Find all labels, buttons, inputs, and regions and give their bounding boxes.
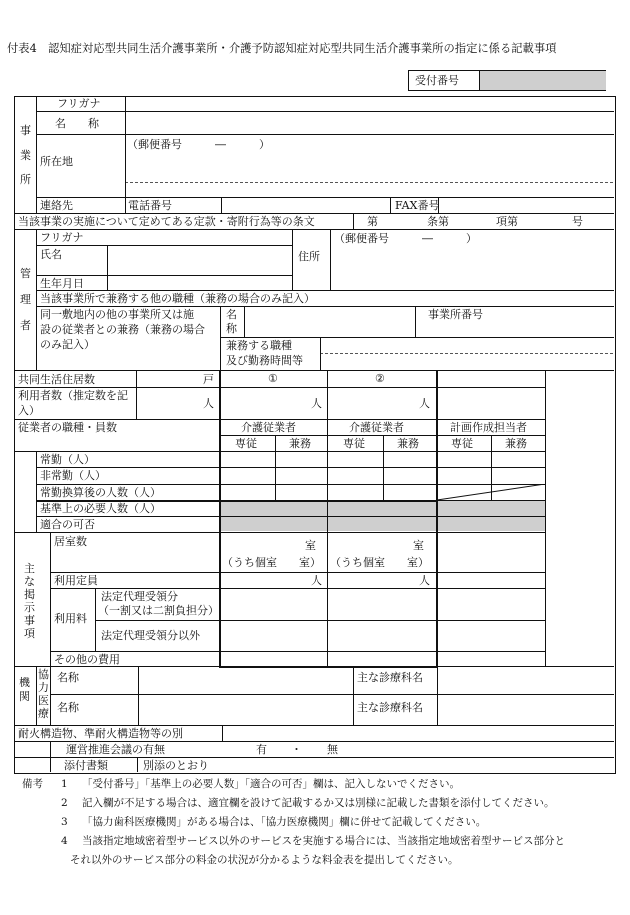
note-1-num: 1 [61, 778, 68, 790]
full-time-1: 専従 [235, 437, 257, 450]
other-office-line1: 同一敷地内の他の事業所又は施 [40, 308, 194, 321]
note-2-text: 記入欄が不足する場合は、適宜欄を設けて記載するか又は別様に記載した書類を添付してください。 [82, 797, 555, 809]
section-jigyosho-2: 業 [20, 149, 31, 162]
manager-postal: （郵便番号 ― ） [334, 232, 477, 245]
sho-label: 称 [226, 322, 237, 335]
attachment-label: 添付書類 [64, 759, 108, 772]
staff-row-fte: 常勤換算後の人数（人） [40, 486, 161, 499]
concurrent-2: 兼務 [397, 437, 419, 450]
article-dai: 第 [367, 215, 378, 228]
council-yes: 有 [256, 743, 267, 756]
fee-label: 利用料 [54, 612, 87, 625]
article-label: 当該事業の実施について定めてある定款・寄附行為等の条文 [18, 215, 315, 228]
coop-col1-1: 機 [19, 676, 30, 689]
capacity-label: 利用定員 [54, 574, 98, 587]
article-jo: 条第 [427, 215, 449, 228]
section-main-3: 掲 [24, 588, 35, 601]
office-number-label: 事業所番号 [428, 308, 483, 321]
fax-label: FAX番号 [395, 199, 440, 212]
users-label-1: 利用者数（推定数を記 [18, 389, 128, 402]
single-room-2: （うち個室 室） [330, 556, 429, 569]
section-main-4: 示 [24, 601, 35, 614]
manager-dob-label: 生年月日 [40, 277, 84, 290]
unit-2-box [327, 370, 437, 668]
fee-statutory-note: （一割又は二割負担分） [98, 604, 219, 617]
form-title: 付表4 認知症対応型共同生活介護事業所・介護予防認知症対応型共同生活介護事業所の指定に係る記載事項 [7, 42, 557, 55]
section-main-1: 主 [24, 562, 35, 575]
coop-name-label-2: 名称 [57, 701, 79, 714]
unit-2-label: ② [375, 372, 385, 385]
rooms-label: 居室数 [54, 535, 87, 548]
fire-structure-label: 耐火構造物、準耐火構造物等の別 [18, 727, 183, 740]
manager-furigana-label: フリガナ [40, 231, 84, 244]
article-go: 号 [572, 215, 583, 228]
coop-col2-3: 医 [38, 694, 49, 707]
users-label-2: 入） [18, 404, 40, 417]
section-main-2: な [24, 575, 35, 588]
other-fee-label: その他の費用 [54, 653, 120, 666]
role-label-1: 兼務する職種 [226, 339, 292, 352]
name-label: 名 称 [55, 117, 99, 130]
coop-name-label-1: 名称 [57, 671, 79, 684]
coop-col1-2: 関 [19, 690, 30, 703]
caregiver-header-1: 介護従業者 [241, 421, 296, 434]
residences-unit: 戸 [203, 373, 214, 386]
coop-col2-1: 協 [38, 668, 49, 681]
coop-dept-label-1: 主な診療科名 [357, 671, 423, 684]
role-label-2: 及び勤務時間等 [226, 354, 303, 367]
staff-row-compliance: 適合の可否 [40, 518, 95, 531]
furigana-label: フリガナ [57, 97, 101, 110]
section-kanrisha-1: 管 [20, 267, 31, 280]
coop-dept-label-2: 主な診療科名 [357, 701, 423, 714]
note-4-num: 4 [61, 835, 68, 847]
staff-row-parttime: 非常勤（人） [40, 469, 106, 482]
note-3-text: 「協力歯科医療機関」がある場合は、「協力医療機関」欄に併せて記載してください。 [82, 816, 487, 828]
fee-nonstatutory-label: 法定代理受領分以外 [101, 629, 200, 642]
full-time-2: 専従 [343, 437, 365, 450]
attachment-value: 別添のとおり [143, 759, 209, 772]
section-kanrisha-2: 理 [20, 293, 31, 306]
staff-label: 従業者の職種・員数 [18, 421, 117, 434]
single-room-1: （うち個室 室） [222, 556, 321, 569]
capacity-unit-2: 人 [419, 574, 430, 587]
council-no: 無 [327, 743, 338, 756]
section-jigyosho-3: 所 [20, 173, 31, 186]
caregiver-header-2: 介護従業者 [349, 421, 404, 434]
receipt-label: 受付番号 [415, 74, 459, 87]
unit-1-label: ① [268, 372, 278, 385]
unit-1-box [219, 370, 328, 668]
note-2-num: 2 [61, 797, 68, 809]
concurrent-duty-label: 当該事業所で兼務する他の職種（兼務の場合のみ記入） [40, 292, 315, 305]
note-4-text: 当該指定地域密着型サービス以外のサービスを実施する場合には、当該指定地域密着型サービス部分と [82, 835, 565, 847]
notes-label: 備考 [22, 778, 43, 790]
residences-label: 共同生活住居数 [18, 373, 95, 386]
contact-label: 連絡先 [40, 199, 73, 212]
coop-col2-2: 力 [38, 681, 49, 694]
manager-name-label: 氏名 [40, 248, 62, 261]
staff-row-fulltime: 常勤（人） [40, 453, 95, 466]
full-time-3: 専従 [451, 437, 473, 450]
concurrent-3: 兼務 [505, 437, 527, 450]
section-jigyosho-1: 事 [20, 124, 31, 137]
room-unit-2: 室 [413, 539, 424, 552]
mei-label: 名 [226, 308, 237, 321]
council-label: 運営推進会議の有無 [66, 743, 165, 756]
section-main-6: 項 [24, 627, 35, 640]
receipt-box [408, 70, 606, 91]
concurrent-1: 兼務 [289, 437, 311, 450]
coop-col2-4: 療 [38, 707, 49, 720]
section-main-5: 事 [24, 614, 35, 627]
other-office-line3: のみ記入） [40, 338, 95, 351]
manager-address-label: 住所 [298, 250, 320, 263]
users-unit: 人 [203, 397, 214, 410]
staff-row-required: 基準上の必要人数（人） [40, 502, 161, 515]
note-3-num: 3 [61, 816, 68, 828]
room-unit-1: 室 [305, 539, 316, 552]
planner-header: 計画作成担当者 [450, 421, 527, 434]
note-4-continuation: それ以外のサービス部分の料金の状況が分かるような料金表を提出してください。 [70, 854, 459, 866]
phone-label: 電話番号 [128, 199, 172, 212]
note-1-text: 「受付番号」「基準上の必要人数」「適合の可否」欄は、記入しないでください。 [82, 778, 460, 790]
section-kanrisha-3: 者 [20, 319, 31, 332]
other-office-line2: 設の従業者との兼務（兼務の場合 [40, 323, 205, 336]
council-dot: ・ [291, 743, 302, 756]
diagonal-slash [437, 484, 545, 501]
address-label: 所在地 [40, 155, 73, 168]
users-unit-2: 人 [419, 397, 430, 410]
fee-statutory-label: 法定代理受領分 [101, 590, 178, 603]
users-unit-1: 人 [311, 397, 322, 410]
article-ko: 項第 [496, 215, 518, 228]
postal-code: （郵便番号 ― ） [127, 138, 270, 151]
capacity-unit-1: 人 [311, 574, 322, 587]
